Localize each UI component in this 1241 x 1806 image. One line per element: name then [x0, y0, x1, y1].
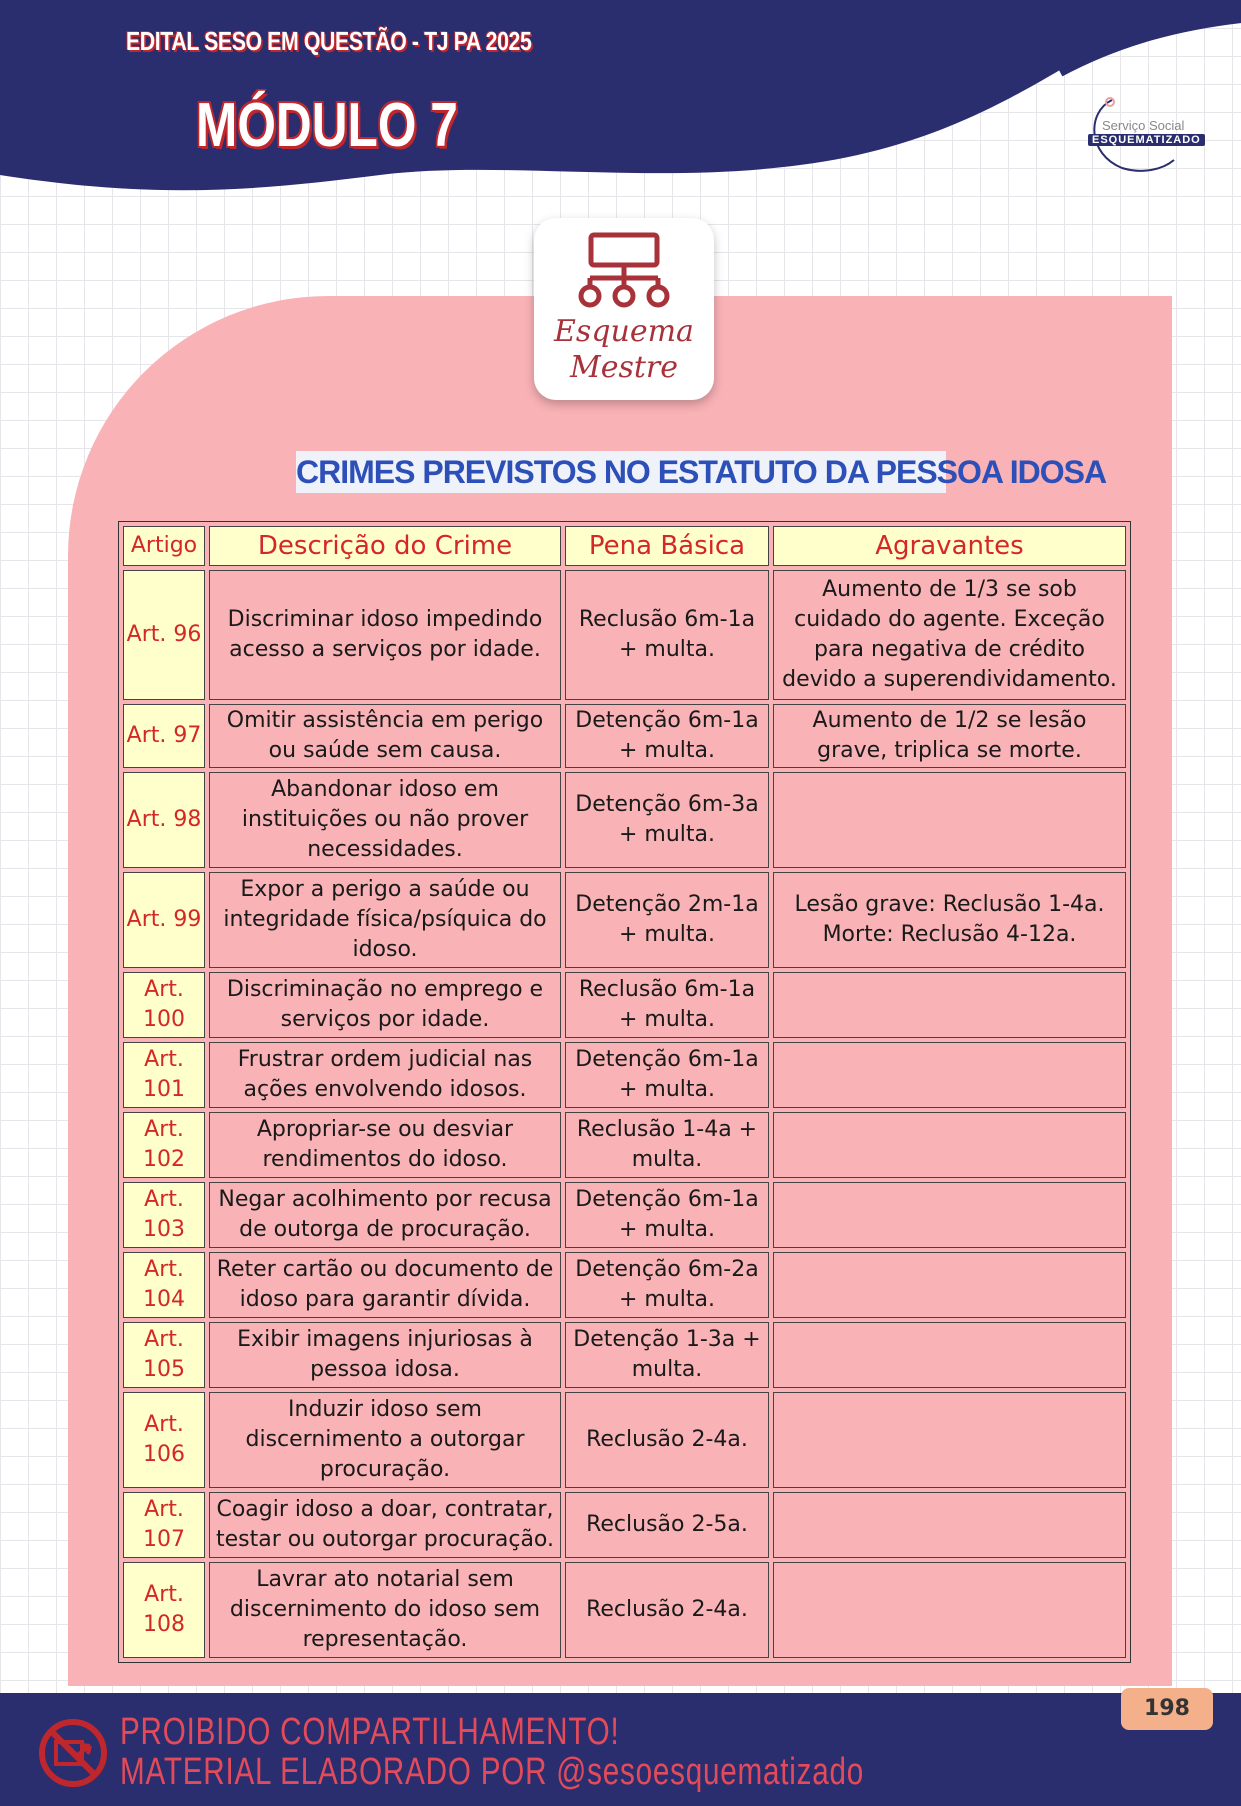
descricao-cell: Frustrar ordem judicial nas ações envolvendo idosos.	[209, 1042, 561, 1108]
descricao-cell: Lavrar ato notarial sem discernimento do idoso sem representação.	[209, 1562, 561, 1658]
agravantes-cell	[773, 1182, 1126, 1248]
agravantes-cell: Lesão grave: Reclusão 1-4a. Morte: Reclusão 4-12a.	[773, 872, 1126, 968]
agravantes-cell	[773, 1322, 1126, 1388]
footer-credit: MATERIAL ELABORADO POR @sesoesquematizado	[120, 1751, 865, 1793]
art-cell: Art. 100	[123, 972, 205, 1038]
art-cell: Art. 97	[123, 704, 205, 768]
descricao-cell: Induzir idoso sem discernimento a outorgar procuração.	[209, 1392, 561, 1488]
esquema-mestre-badge	[534, 218, 714, 400]
header-artigo: Artigo	[123, 526, 205, 566]
header-pena: Pena Básica	[565, 526, 769, 566]
agravantes-cell	[773, 1112, 1126, 1178]
table-row	[123, 1392, 1126, 1488]
agravantes-cell: Aumento de 1/2 se lesão grave, triplica se morte.	[773, 704, 1126, 768]
pena-cell: Detenção 6m-3a + multa.	[565, 772, 769, 868]
descricao-cell: Expor a perigo a saúde ou integridade física/psíquica do idoso.	[209, 872, 561, 968]
art-cell: Art. 108	[123, 1562, 205, 1658]
pena-cell: Detenção 2m-1a + multa.	[565, 872, 769, 968]
pena-cell: Detenção 1-3a + multa.	[565, 1322, 769, 1388]
pena-cell: Detenção 6m-1a + multa.	[565, 1182, 769, 1248]
agravantes-cell	[773, 1042, 1126, 1108]
art-cell: Art. 96	[123, 570, 205, 700]
art-cell: Art. 107	[123, 1492, 205, 1558]
module-title: MÓDULO 7	[196, 91, 458, 160]
table-header-row	[123, 526, 1126, 566]
brand-top-text: Serviço Social	[1102, 118, 1185, 133]
table-row	[123, 1562, 1126, 1658]
table-row	[123, 570, 1126, 700]
pena-cell: Reclusão 6m-1a + multa.	[565, 972, 769, 1038]
table-row	[123, 772, 1126, 868]
table-row	[123, 1182, 1126, 1248]
footer-warning: PROIBIDO COMPARTILHAMENTO!	[120, 1711, 620, 1753]
pena-cell: Reclusão 2-4a.	[565, 1392, 769, 1488]
brand-swoosh-icon	[1082, 92, 1202, 174]
art-cell: Art. 105	[123, 1322, 205, 1388]
pena-cell: Reclusão 2-4a.	[565, 1562, 769, 1658]
descricao-cell: Negar acolhimento por recusa de outorga de procuração.	[209, 1182, 561, 1248]
edital-title: EDITAL SESO EM QUESTÃO - TJ PA 2025	[126, 26, 532, 56]
table-row	[123, 872, 1126, 968]
descricao-cell: Discriminação no emprego e serviços por idade.	[209, 972, 561, 1038]
table-row	[123, 1492, 1126, 1558]
badge-text-line1: Esquema	[554, 314, 694, 349]
descricao-cell: Reter cartão ou documento de idoso para garantir dívida.	[209, 1252, 561, 1318]
agravantes-cell	[773, 1252, 1126, 1318]
agravantes-cell	[773, 1492, 1126, 1558]
table-row	[123, 704, 1126, 768]
agravantes-cell: Aumento de 1/3 se sob cuidado do agente. Exceção para negativa de crédito devido a superendividamento.	[773, 570, 1126, 700]
no-share-icon	[36, 1716, 110, 1790]
section-title: CRIMES PREVISTOS NO ESTATUTO DA PESSOA IDOSA	[296, 451, 946, 493]
descricao-cell: Coagir idoso a doar, contratar, testar ou outorgar procuração.	[209, 1492, 561, 1558]
header-agravantes: Agravantes	[773, 526, 1126, 566]
table-row	[123, 972, 1126, 1038]
agravantes-cell	[773, 772, 1126, 868]
art-cell: Art. 98	[123, 772, 205, 868]
badge-text-line2: Mestre	[569, 350, 679, 385]
descricao-cell: Omitir assistência em perigo ou saúde sem causa.	[209, 704, 561, 768]
art-cell: Art. 101	[123, 1042, 205, 1108]
agravantes-cell	[773, 1562, 1126, 1658]
pena-cell: Reclusão 1-4a + multa.	[565, 1112, 769, 1178]
pena-cell: Detenção 6m-2a + multa.	[565, 1252, 769, 1318]
hierarchy-icon	[534, 218, 714, 318]
pena-cell: Detenção 6m-1a + multa.	[565, 1042, 769, 1108]
art-cell: Art. 106	[123, 1392, 205, 1488]
agravantes-cell	[773, 972, 1126, 1038]
table-row	[123, 1252, 1126, 1318]
page-number: 198	[1121, 1688, 1213, 1730]
header-descricao: Descrição do Crime	[209, 526, 561, 566]
descricao-cell: Abandonar idoso em instituições ou não prover necessidades.	[209, 772, 561, 868]
table-row	[123, 1322, 1126, 1388]
crimes-table	[118, 521, 1131, 1663]
art-cell: Art. 99	[123, 872, 205, 968]
brand-logo	[1082, 92, 1202, 174]
agravantes-cell	[773, 1392, 1126, 1488]
descricao-cell: Apropriar-se ou desviar rendimentos do idoso.	[209, 1112, 561, 1178]
brand-bottom-text: ESQUEMATIZADO	[1088, 134, 1205, 146]
pena-cell: Reclusão 6m-1a + multa.	[565, 570, 769, 700]
pena-cell: Reclusão 2-5a.	[565, 1492, 769, 1558]
art-cell: Art. 103	[123, 1182, 205, 1248]
table-row	[123, 1042, 1126, 1108]
art-cell: Art. 104	[123, 1252, 205, 1318]
descricao-cell: Exibir imagens injuriosas à pessoa idosa.	[209, 1322, 561, 1388]
pena-cell: Detenção 6m-1a + multa.	[565, 704, 769, 768]
descricao-cell: Discriminar idoso impedindo acesso a serviços por idade.	[209, 570, 561, 700]
table-row	[123, 1112, 1126, 1178]
art-cell: Art. 102	[123, 1112, 205, 1178]
